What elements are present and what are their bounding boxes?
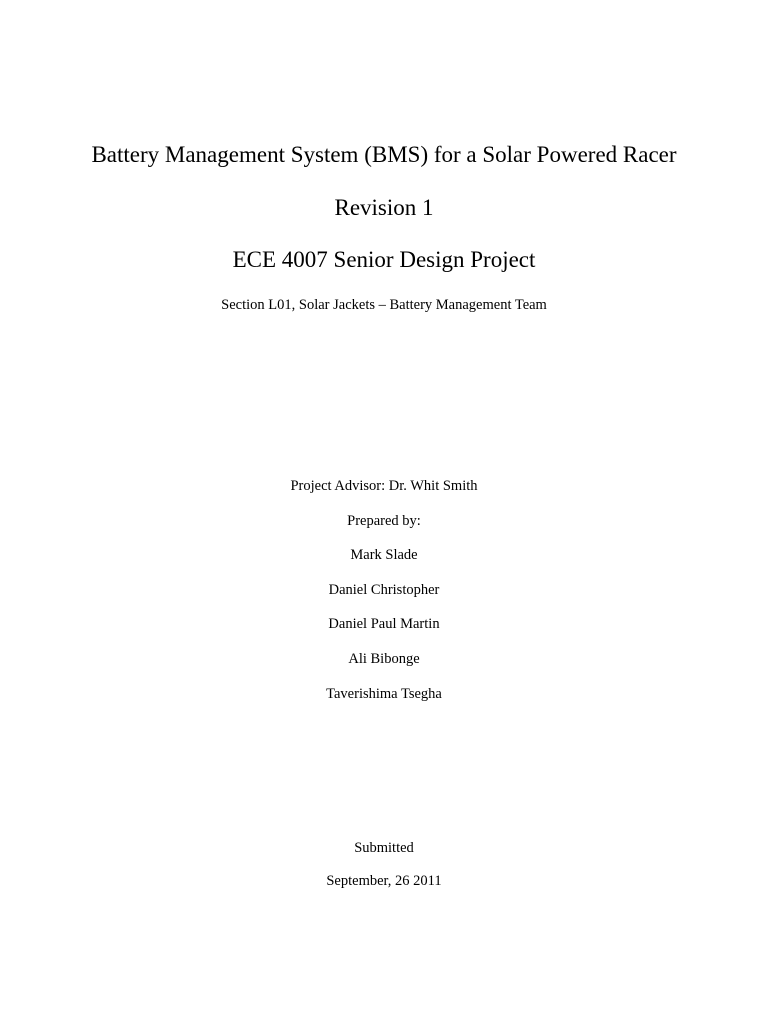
project-advisor: Project Advisor: Dr. Whit Smith: [290, 478, 478, 494]
submitted-label: Submitted: [354, 840, 414, 856]
author-name: Ali Bibonge: [348, 651, 420, 667]
revision-label: Revision 1: [334, 195, 434, 220]
author-name: Daniel Paul Martin: [328, 616, 440, 632]
course-title: ECE 4007 Senior Design Project: [232, 247, 536, 272]
submitted-date: September, 26 2011: [326, 873, 442, 889]
prepared-by-label: Prepared by:: [347, 513, 421, 529]
author-name: Taverishima Tsegha: [326, 686, 442, 702]
document-title: Battery Management System (BMS) for a Solar Powered Racer: [91, 142, 677, 167]
section-team: Section L01, Solar Jackets – Battery Management Team: [221, 297, 547, 313]
author-name: Daniel Christopher: [328, 582, 440, 598]
author-name: Mark Slade: [350, 547, 418, 563]
